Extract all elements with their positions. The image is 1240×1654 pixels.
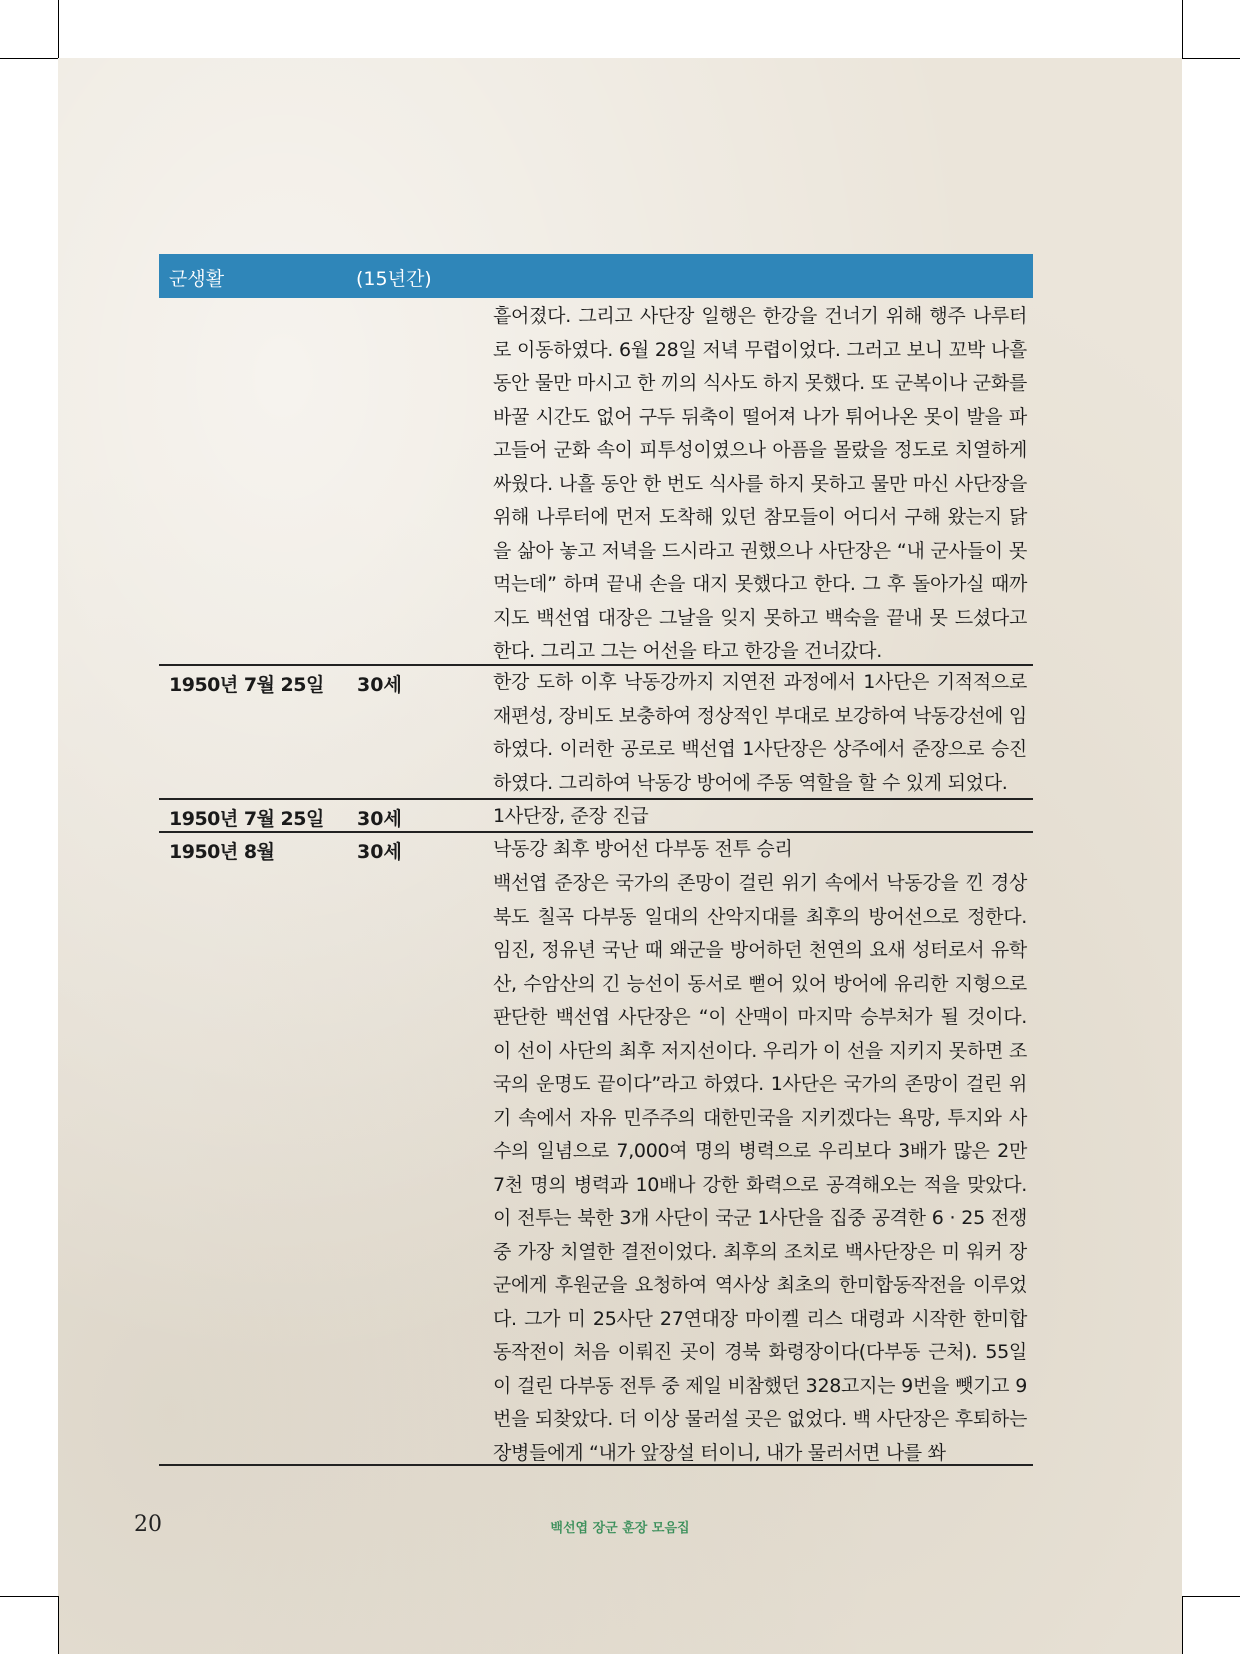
- table-row: [159, 833, 1033, 1463]
- row-age: 30세: [357, 841, 402, 863]
- crop-mark: [58, 1596, 59, 1654]
- table-row: [159, 300, 1033, 664]
- page-number: 20: [134, 1512, 162, 1537]
- crop-mark: [0, 58, 58, 59]
- row-age: 30세: [357, 808, 402, 830]
- book-title: 백선엽 장군 훈장 모음집: [550, 1521, 690, 1536]
- crop-mark: [1182, 58, 1240, 59]
- row-description: 백선엽 준장은 국가의 존망이 걸린 위기 속에서 낙동강을 낀 경상북도 칠곡 다부동 일대의 산악지대를 최후의 방어선으로 정한다. 임진, 정유년 국난 때 왜군을 방어하던 천연의 요새 성터로서 유학산, 수암산의 긴 능선이 동서로 뻗어 있어 방어에 유리한 지형으로 판단한 백선엽 사단장은 “이 산맥이 마지막 승부처가 될 것이다. 이 선이 사단의 최후 저지선이다. 우리가 이 선을 지키지 못하면 조국의 운명도 끝이다”라고 하였다. 1사단은 국가의 존망이 걸린 위기 속에서 자유 민주주의 대한민국을 지키겠다는 욕망, 투지와 사수의 일념으로 7,000여 명의 병력으로 우리보다 3배가 많은 2만 7천 명의 병력과 10배나 강한 화력으로 공격해오는 적을 맞았다. 이 전투는 북한 3개 사단이 국군 1사단을 집중 공격한 6 · 25 전쟁 중 가장 치열한 결전이었다. 최후의 조치로 백사단장은 미 워커 장군에게 후원군을 요청하여 역사상 최초의 한미합동작전을 이루었다. 그가 미 25사단 27연대장 마이켈 리스 대령과 시작한 한미합동작전이 처음 이뤄진 곳이 경북 화령장이다(다부동 근처). 55일이 걸린 다부동 전투 중 제일 비참했던 328고지는 9번을 뺏기고 9번을 되찾았다. 더 이상 물러설 곳은 없었다. 백 사단장은 후퇴하는 장병들에게 “내가 앞장설 터이니, 내가 물러서면 나를 쏴: [493, 872, 1027, 1464]
- row-description-title: 낙동강 최후 방어선 다부동 전투 승리: [493, 838, 793, 860]
- row-description: 흩어졌다. 그리고 사단장 일행은 한강을 건너기 위해 행주 나루터로 이동하였다. 6월 28일 저녁 무렵이었다. 그러고 보니 꼬박 나흘 동안 물만 마시고 한 끼의 식사도 하지 못했다. 또 군복이나 군화를 바꿀 시간도 없어 구두 뒤축이 떨어져 나가 튀어나온 못이 발을 파고들어 군화 속이 피투성이였으나 아픔을 몰랐을 정도로 치열하게 싸웠다. 나흘 동안 한 번도 식사를 하지 못하고 물만 마신 사단장을 위해 나루터에 먼저 도착해 있던 참모들이 어디서 구해 왔는지 닭을 삶아 놓고 저녁을 드시라고 권했으나 사단장은 “내 군사들이 못 먹는데” 하며 끝내 손을 대지 못했다고 한다. 그 후 돌아가실 때까지도 백선엽 대장은 그날을 잊지 못하고 백숙을 끝내 못 드셨다고 한다. 그리고 그는 어선을 타고 한강을 건너갔다.: [493, 305, 1027, 662]
- row-date: 1950년 7월 25일: [169, 674, 324, 696]
- crop-mark: [1182, 0, 1183, 58]
- header-span: (15년간): [356, 268, 432, 290]
- row-divider: [159, 1464, 1033, 1466]
- crop-mark: [1182, 1596, 1183, 1654]
- crop-mark: [1182, 1596, 1240, 1597]
- crop-mark: [0, 1596, 58, 1597]
- row-date: 1950년 7월 25일: [169, 808, 324, 830]
- row-description: 한강 도하 이후 낙동강까지 지연전 과정에서 1사단은 기적적으로 재편성, 장비도 보충하여 정상적인 부대로 보강하여 낙동강선에 임하였다. 이러한 공로로 백선엽 1사단장은 상주에서 준장으로 승진하였다. 그리하여 낙동강 방어에 주동 역할을 할 수 있게 되었다.: [493, 671, 1027, 794]
- header-category: 군생활: [169, 268, 225, 290]
- table-row: [159, 666, 1033, 798]
- row-description: 1사단장, 준장 진급: [493, 805, 649, 827]
- row-age: 30세: [357, 674, 402, 696]
- crop-mark: [58, 0, 59, 58]
- table-row: [159, 800, 1033, 830]
- row-date: 1950년 8월: [169, 841, 275, 863]
- table-header: [159, 254, 1033, 298]
